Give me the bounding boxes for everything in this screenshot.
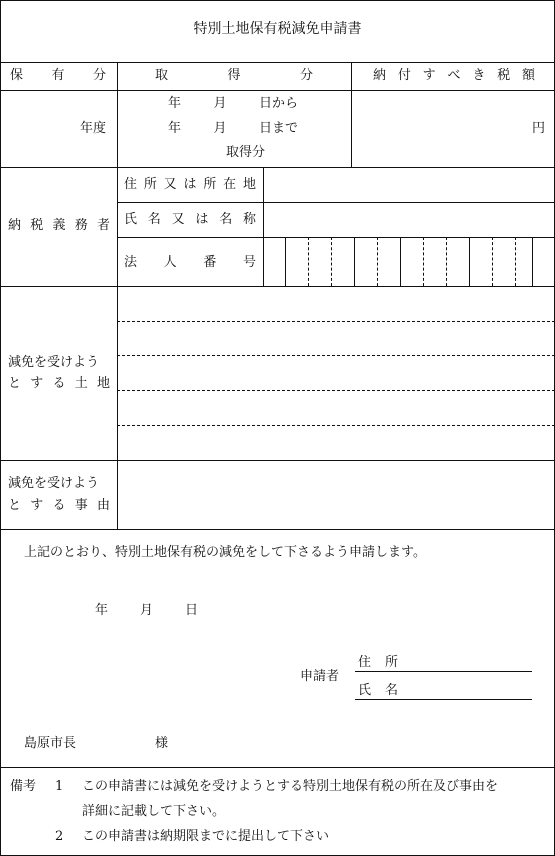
corp-cell-divider <box>354 237 355 286</box>
address-label: 住 所 又 は 所 在 地 <box>124 177 256 192</box>
rule-reason-bottom <box>0 529 555 530</box>
corp-cell-divider <box>446 237 447 286</box>
rule-address-bottom <box>117 202 555 203</box>
rule-land-bottom <box>0 460 555 461</box>
form-title: 特別土地保有税減免申請書 <box>193 21 362 37</box>
land-label-line2: と す る 土 地 <box>8 376 110 391</box>
date-year: 年 <box>95 603 109 618</box>
corp-cell-divider <box>492 237 493 286</box>
mayor-addressee: 島原市長 <box>24 736 77 751</box>
rule-notes-top <box>0 767 555 768</box>
date-month: 月 <box>140 603 154 618</box>
land-dash-4 <box>117 425 555 426</box>
note-item-1a: この申請書には減免を受けようとする特別土地保有税の所在及び事由を <box>82 779 499 794</box>
reason-label-line1: 減免を受けよう <box>8 476 100 491</box>
period-to: 年 月 日まで <box>168 121 298 136</box>
period-from: 年 月 日から <box>168 96 298 111</box>
applicant-label: 申請者 <box>300 669 340 684</box>
corp-cell-divider <box>515 237 516 286</box>
reason-label-line2: と す る 事 由 <box>8 498 110 513</box>
applicant-address-line <box>355 671 532 672</box>
rule-name-bottom <box>117 237 555 238</box>
rule-title-bottom <box>0 62 555 63</box>
applicant-address-label: 住 所 <box>358 655 398 670</box>
corp-cell-divider <box>285 237 286 286</box>
rule-mid-col <box>351 62 352 167</box>
land-dash-3 <box>117 390 555 391</box>
corp-cell-divider <box>377 237 378 286</box>
corp-cell-divider <box>423 237 424 286</box>
corp-number-label: 法 人 番 号 <box>124 255 256 270</box>
taxpayer-label: 納 税 義 務 者 <box>8 218 110 233</box>
land-dash-2 <box>117 355 555 356</box>
corp-cell-divider <box>532 237 533 286</box>
applicant-name-line <box>355 699 532 700</box>
addressee-honorific: 様 <box>155 736 169 751</box>
applicant-name-label: 氏 名 <box>358 683 398 698</box>
corp-cell-divider <box>308 237 309 286</box>
header-acquisition: 取 得 分 <box>155 68 313 83</box>
name-label: 氏 名 又 は 名 称 <box>124 212 256 227</box>
date-day: 日 <box>185 603 199 618</box>
corp-cell-divider <box>331 237 332 286</box>
acquisition-label: 取得分 <box>226 145 266 160</box>
rule-left-col <box>117 62 118 529</box>
corp-cell-divider <box>400 237 401 286</box>
currency-unit: 円 <box>532 121 546 136</box>
notes-label: 備考 <box>10 779 37 794</box>
note-item-1b: 詳細に記載して下さい。 <box>82 804 226 819</box>
land-label-line1: 減免を受けよう <box>8 355 100 370</box>
note-number-2: 2 <box>55 829 64 844</box>
land-dash-1 <box>117 321 555 322</box>
corp-cell-divider <box>469 237 470 286</box>
header-holding: 保 有 分 <box>10 68 106 83</box>
note-item-2: この申請書は納期限までに提出して下さい <box>82 829 330 844</box>
rule-label-col <box>263 167 264 286</box>
rule-header-bottom <box>0 90 555 91</box>
note-number-1: 1 <box>55 779 64 794</box>
rule-year-bottom <box>0 167 555 168</box>
application-statement: 上記のとおり、特別土地保有税の減免をして下さるよう申請します。 <box>24 545 426 560</box>
fiscal-year-label: 年度 <box>80 121 107 136</box>
rule-taxpayer-bottom <box>0 286 555 287</box>
header-tax-due: 納 付 す べ き 税 額 <box>373 68 535 83</box>
